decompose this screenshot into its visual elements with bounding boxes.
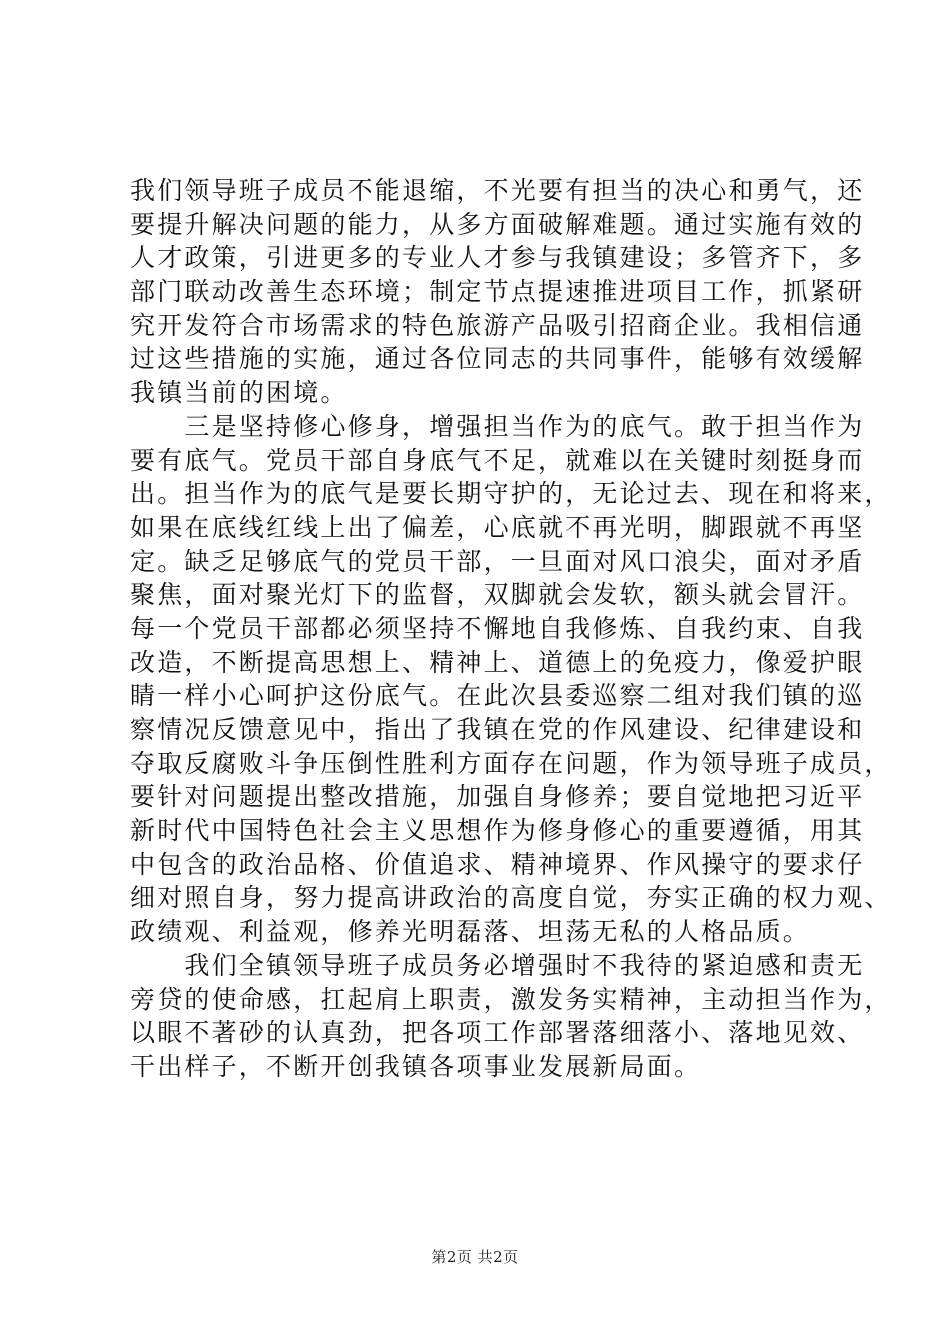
- text-line: 察情况反馈意见中，指出了我镇在党的作风建设、纪律建设和: [130, 715, 865, 744]
- text-line: 睛一样小心呵护这份底气。在此次县委巡察二组对我们镇的巡: [130, 681, 865, 711]
- text-line: 人才政策，引进更多的专业人才参与我镇建设；多管齐下，多: [130, 243, 865, 273]
- text-line: 究开发符合市场需求的特色旅游产品吸引招商企业。我相信通: [130, 310, 865, 340]
- text-line: 要针对问题提出整改措施，加强自身修养；要自觉地把习近平: [130, 782, 865, 812]
- page-number-footer: 第2页 共2页: [431, 1248, 519, 1266]
- text-line: 定。缺乏足够底气的党员干部，一旦面对风口浪尖，面对矛盾: [130, 546, 865, 576]
- text-line: 新时代中国特色社会主义思想作为修身修心的重要遵循，用其: [130, 816, 865, 846]
- text-line: 要提升解决问题的能力，从多方面破解难题。通过实施有效的: [130, 209, 865, 239]
- text-line: 如果在底线红线上出了偏差，心底就不再光明，脚跟就不再坚: [130, 512, 865, 542]
- text-line: 每一个党员干部都必须坚持不懈地自我修炼、自我约束、自我: [130, 613, 865, 643]
- text-line: 旁贷的使命感，扛起肩上职责，激发务实精神，主动担当作为，: [130, 984, 892, 1014]
- text-line: 中包含的政治品格、价值追求、精神境界、作风操守的要求仔: [130, 849, 865, 879]
- text-line: 我镇当前的困境。: [130, 378, 348, 408]
- text-line: 三是坚持修心修身，增强担当作为的底气。敢于担当作为: [130, 411, 865, 441]
- text-line: 干出样子，不断开创我镇各项事业发展新局面。: [130, 1051, 702, 1081]
- text-line: 过这些措施的实施，通过各位同志的共同事件，能够有效缓解: [130, 344, 865, 374]
- text-line: 部门联动改善生态环境；制定节点提速推进项目工作，抓紧研: [130, 277, 865, 307]
- text-line: 我们全镇领导班子成员务必增强时不我待的紧迫感和责无: [130, 950, 865, 980]
- text-line: 夺取反腐败斗争压倒性胜利方面存在问题，作为领导班子成员，: [130, 748, 892, 778]
- text-line: 出。担当作为的底气是要长期守护的，无论过去、现在和将来，: [130, 479, 892, 509]
- text-line: 聚焦，面对聚光灯下的监督，双脚就会发软，额头就会冒汗。: [130, 580, 865, 610]
- text-line: 我们领导班子成员不能退缩，不光要有担当的决心和勇气，还: [130, 176, 865, 205]
- text-line: 政绩观、利益观，修养光明磊落、坦荡无私的人格品质。: [130, 917, 811, 947]
- text-line: 细对照自身，努力提高讲政治的高度自觉，夯实正确的权力观、: [130, 883, 892, 913]
- text-line: 要有底气。党员干部自身底气不足，就难以在关键时刻挺身而: [130, 445, 865, 475]
- text-line: 以眼不著砂的认真劲，把各项工作部署落细落小、落地见效、: [130, 1018, 865, 1048]
- body-text: [130, 174, 892, 1084]
- text-line: 改造，不断提高思想上、精神上、道德上的免疫力，像爱护眼: [130, 647, 865, 677]
